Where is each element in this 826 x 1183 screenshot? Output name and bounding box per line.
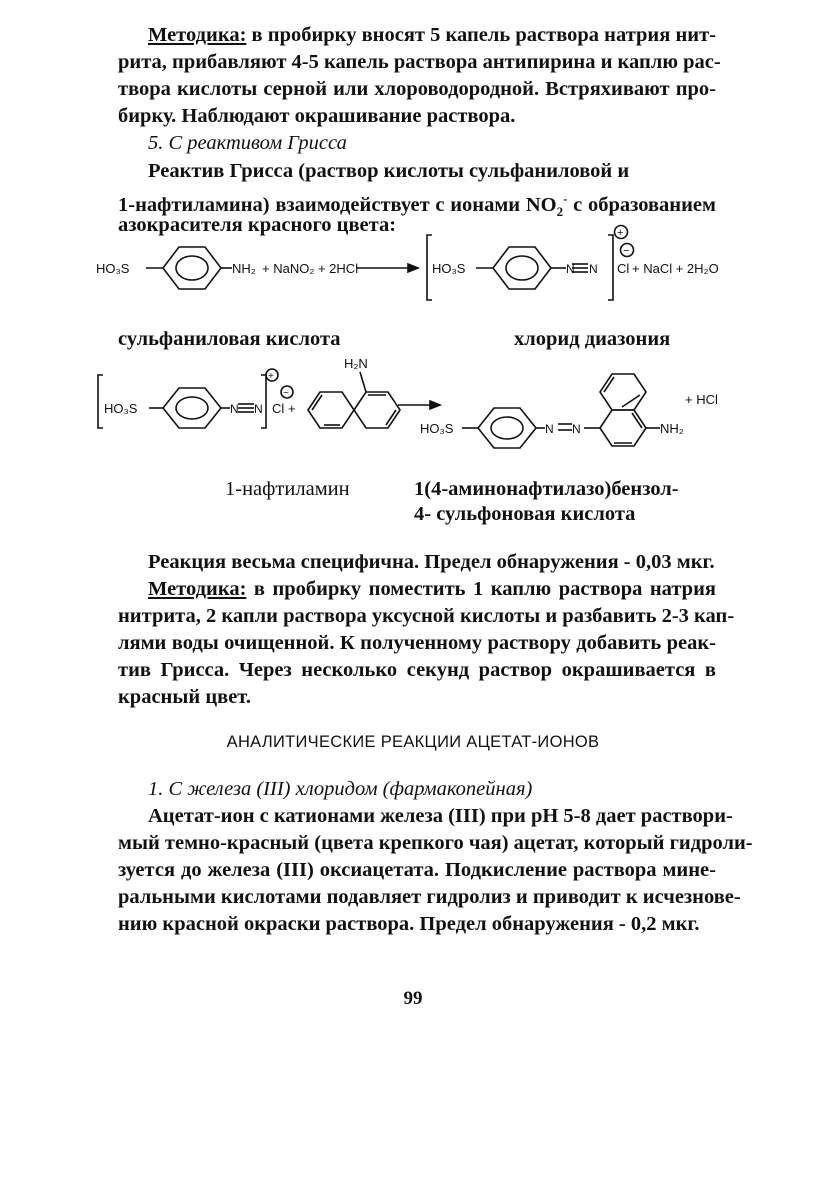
benzene-ring-icon [163, 388, 221, 428]
benzene-ring-icon [493, 247, 551, 289]
sulfo-group-label: HO₃S [432, 261, 466, 276]
text-line: Методика: в пробирку вносят 5 капель раствора натрия нит- [148, 24, 716, 46]
section-title-iron-chloride: 1. С железа (III) хлоридом (фармакопейная) [148, 778, 533, 800]
reagents-label: + NaNO₂ + 2HCl [262, 261, 359, 276]
text-line: рита, прибавляют 4-5 капель раствора антипирина и каплю рас- [118, 51, 721, 73]
naphthylamine-amine-label: H₂N [344, 356, 368, 371]
sulfo-group-label: HO₃S [96, 261, 130, 276]
section-heading: АНАЛИТИЧЕСКИЕ РЕАКЦИИ АЦЕТАТ-ИОНОВ [226, 733, 600, 751]
chloride-label: Cl [617, 261, 630, 276]
chloride-label: Cl [272, 401, 285, 416]
product-name-line-2: 4- сульфоновая кислота [414, 503, 636, 525]
specificity-paragraph [118, 549, 735, 711]
product-amine-label: NH₂ [660, 421, 684, 436]
text-line: красный цвет. [118, 686, 251, 708]
n-label: N [589, 262, 598, 276]
text-line: мый темно-красный (цвета крепкого чая) ацетат, который гидроли- [118, 832, 753, 854]
benzene-ring-icon [163, 247, 221, 289]
byproducts-label: + NaCl + 2H₂O [632, 261, 719, 276]
diazonium-chloride-label: хлорид диазония [514, 328, 671, 350]
acetate-paragraph [118, 803, 753, 938]
sulfo-group-label: HO₃S [104, 401, 138, 416]
methodology-label: Методика: [148, 24, 247, 46]
text-line: 1-нафтиламина) взаимодействует с ионами $NO_2^-$ с образованием [118, 191, 716, 219]
text-line: Реакция весьма специфична. Предел обнаружения - 0,03 мкг. [148, 551, 715, 573]
text-line: зуется до железа (III) оксиацетата. Подкисление раствора мине- [118, 859, 716, 881]
sulfo-group-label: HO₃S [420, 421, 454, 436]
text-line: Методика: в пробирку поместить 1 каплю раствора натрия [148, 578, 716, 600]
n-label: N [566, 262, 575, 276]
text-line: азокрасителя красного цвета: [118, 214, 397, 236]
naphthylamine-label: 1-нафтиламин [225, 478, 350, 500]
product-name-line-1: 1(4-аминонафтилазо)бензол- [414, 478, 679, 500]
text-line: нию красной окраски раствора. Предел обнаружения - 0,2 мкг. [118, 913, 700, 935]
text-line: тив Грисса. Через несколько секунд раствор окрашивается в [118, 659, 716, 681]
n-label: N [254, 402, 263, 416]
n-label: N [572, 422, 581, 436]
plus-charge-label: + [617, 227, 624, 239]
text-line: Ацетат-ион с катионами железа (III) при pH 5-8 дает раствори- [148, 805, 733, 827]
byproduct-label: + HCl [685, 392, 718, 407]
reaction-schemes [0, 0, 826, 460]
text-line: лями воды очищенной. К полученному раствору добавить реак- [118, 632, 716, 654]
minus-charge-label: − [623, 245, 630, 257]
minus-charge-label: − [283, 388, 289, 399]
text-line: Реактив Грисса (раствор кислоты сульфаниловой и [148, 160, 630, 182]
page-number: 99 [403, 988, 423, 1009]
n-label: N [230, 402, 239, 416]
plus-charge-label: + [268, 371, 274, 382]
text-line: твора кислоты серной или хлороводородной. Встряхивают про- [118, 78, 716, 100]
text-line: бирку. Наблюдают окрашивание раствора. [118, 105, 516, 127]
naphthalene-ring-icon [600, 374, 646, 446]
plus-label: + [288, 401, 296, 416]
text-line: нитрита, 2 капли раствора уксусной кислоты и разбавить 2-3 кап- [118, 605, 735, 627]
section-title-griess: 5. С реактивом Грисса [148, 132, 347, 154]
amine-group-label: NH₂ [232, 261, 256, 276]
naphthalene-ring-icon [308, 392, 400, 428]
benzene-ring-icon [478, 408, 536, 448]
n-label: N [545, 422, 554, 436]
sulfanilic-acid-label: сульфаниловая кислота [118, 328, 341, 350]
text-line: ральными кислотами подавляет гидролиз и приводит к исчезнове- [118, 886, 741, 908]
methodology-label: Методика: [148, 578, 247, 600]
